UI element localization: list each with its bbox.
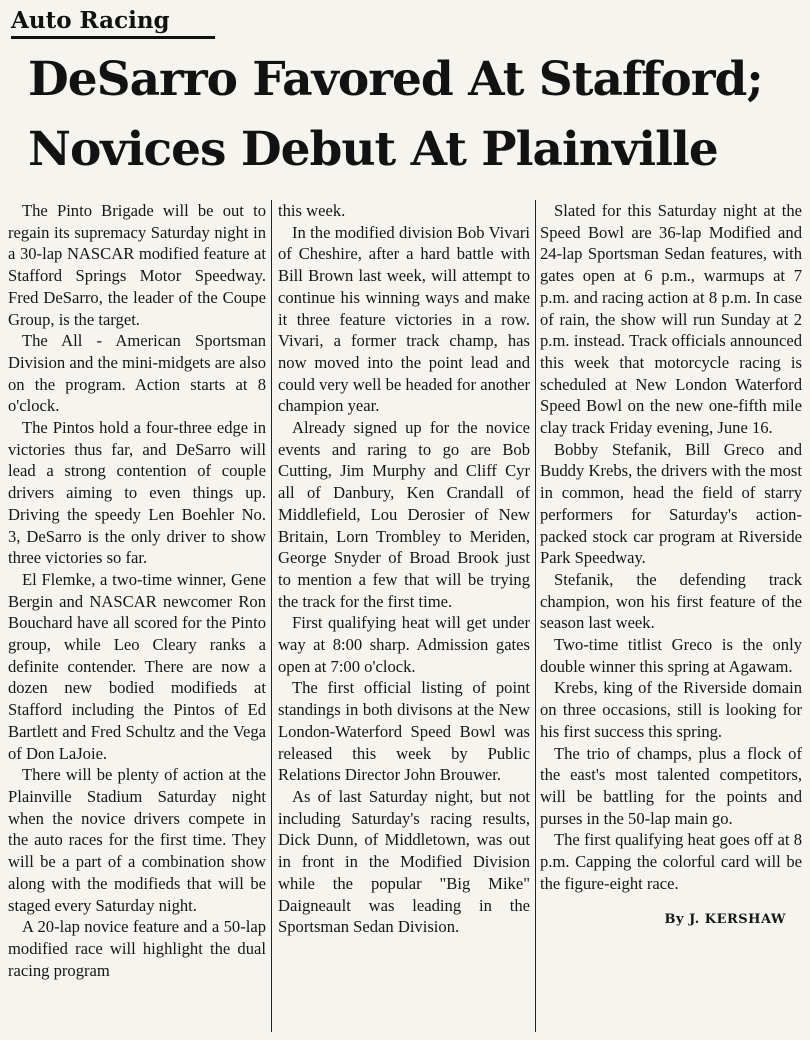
paragraph: Already signed up for the novice events and raring to go are Bob Cutting, Jim Murphy and Cliff Cyr all of Danbury, Ken Crandall of Middlefield, Lou Derosier of New Britain, Lorn Trombley to Meriden, George Snyder of Broad Brook just to mention a few that will be trying the track for the first time.: [278, 418, 530, 611]
headline-line-2: Novices Debut At Plainville: [28, 122, 718, 177]
paragraph: this week.: [278, 201, 346, 220]
paragraph: The All - American Sportsman Division and the mini-midgets are also on the program. Action starts at 8 o'clock.: [8, 331, 266, 416]
paragraph: First qualifying heat will get under way at 8:00 sharp. Admission gates open at 7:00 o'clock.: [278, 613, 530, 676]
paragraph: In the modified division Bob Vivari of Cheshire, after a hard battle with Bill Brown last week, will attempt to continue his winning ways and make it three feature victories in a row. Vivari, a former track champ, has now moved into the point lead and could very well be headed for another champion year.: [278, 222, 530, 416]
headline-line-1: DeSarro Favored At Stafford;: [28, 52, 763, 107]
column-divider: [535, 200, 536, 1032]
byline: By J. KERSHAW: [664, 911, 786, 927]
paragraph: El Flemke, a two-time winner, Gene Bergin and NASCAR newcomer Ron Bouchard have all scored for the Pinto group, while Leo Cleary ranks a definite contender. There are now a dozen new bodied modifieds at Stafford including the Pintos of Ed Bartlett and Fred Schultz and the Vega of Don LaJoie.: [8, 569, 266, 763]
paragraph: Two-time titlist Greco is the only double winner this spring at Agawam.: [540, 635, 802, 676]
paragraph: A 20-lap novice feature and a 50-lap modified race will highlight the dual racing program: [8, 917, 266, 980]
section-underline: [11, 36, 215, 39]
paragraph: Slated for this Saturday night at the Speed Bowl are 36-lap Modified and 24-lap Sportsman Sedan features, with gates open at 6 p.m., warmups at 7 p.m. and racing action at 8 p.m. In case of rain, the show will run Sunday at 2 p.m. instead. Track officials announced this week that motorcycle racing is scheduled at New London Waterford Speed Bowl on the new one-fifth mile clay track Friday evening, June 16.: [540, 201, 802, 438]
paragraph: Bobby Stefanik, Bill Greco and Buddy Krebs, the drivers with the most in common, head the field of starry performers for Saturday's action-packed stock car program at Riverside Park Speedway.: [540, 439, 802, 568]
article-column-1: [8, 200, 266, 981]
paragraph: As of last Saturday night, but not including Saturday's racing results, Dick Dunn, of Middletown, was out in front in the Modified Division while the popular "Big Mike" Daigneault was leading in the Sportsman Sedan Division.: [278, 786, 530, 937]
paragraph: There will be plenty of action at the Plainville Stadium Saturday night when the novice drivers compete in the auto races for the first time. They will be a part of a combination show along with the modifieds that will be staged every Saturday night.: [8, 765, 266, 915]
article-column-3: [540, 200, 802, 930]
paragraph: The first qualifying heat goes off at 8 p.m. Capping the colorful card will be the figure-eight race.: [540, 830, 802, 893]
article-column-2: [278, 200, 530, 938]
paragraph: The trio of champs, plus a flock of the east's most talented competitors, will be battling for the points and purses in the 50-lap main go.: [540, 743, 802, 828]
paragraph: The Pinto Brigade will be out to regain its supremacy Saturday night in a 30-lap NASCAR modified feature at Stafford Springs Motor Speedway. Fred DeSarro, the leader of the Coupe Group, is the target.: [8, 201, 266, 329]
paragraph: Stefanik, the defending track champion, won his first feature of the season last week.: [540, 569, 802, 633]
paragraph: Krebs, king of the Riverside domain on three occasions, still is looking for his first success this spring.: [540, 678, 802, 741]
paragraph: The first official listing of point standings in both divisons at the New London-Waterford Speed Bowl was released this week by Public Relations Director John Brouwer.: [278, 678, 530, 785]
column-divider: [271, 200, 272, 1032]
paragraph: The Pintos hold a four-three edge in victories thus far, and DeSarro will lead a strong contention of couple drivers aiming to even things up. Driving the speedy Len Boehler No. 3, DeSarro is the only driver to show three victories so far.: [8, 418, 266, 568]
section-label: Auto Racing: [11, 7, 170, 34]
